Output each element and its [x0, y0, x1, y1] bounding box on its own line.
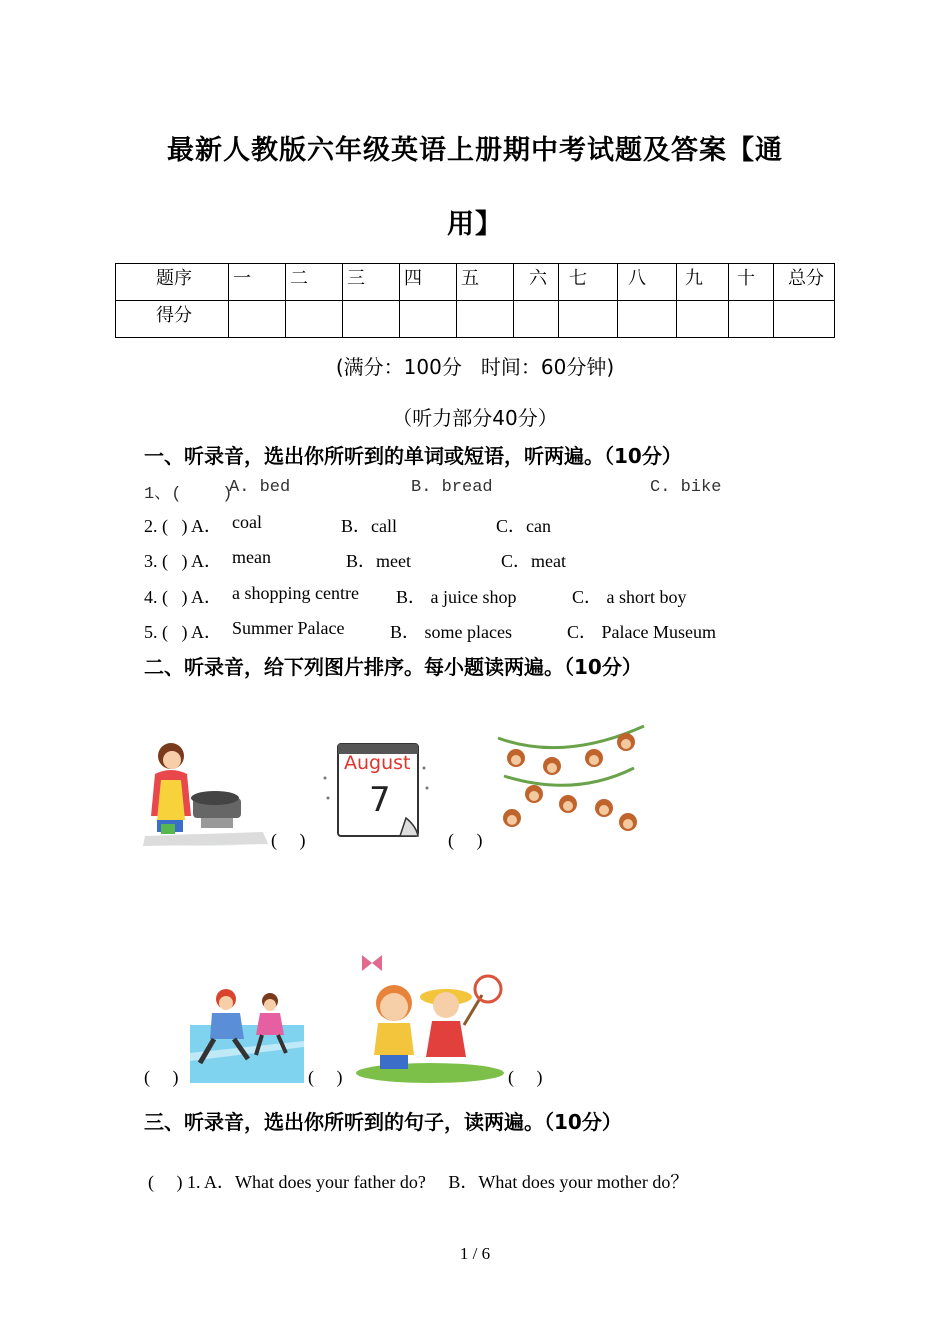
calendar-month: August [344, 752, 411, 774]
section2-heading: 二、听录音，给下列图片排序。每小题读两遍。（10分） [144, 655, 642, 679]
section3-question-1[interactable]: ( ) 1. A．What does your father do? B．What does your mother do？ [148, 1172, 689, 1192]
listening-header: （听力部分40分） [392, 406, 558, 430]
q1-number: 1、( ) [144, 485, 233, 504]
q4-option-a[interactable]: a shopping centre [232, 583, 359, 603]
table-cell: 总分 [774, 264, 835, 301]
picture4-answer-blank-left[interactable]: ( ) [144, 1067, 179, 1087]
q3-option-c[interactable]: C．meat [501, 551, 566, 571]
score-input-cell[interactable] [559, 301, 618, 338]
page-title-line2: 用】 [447, 209, 503, 240]
kids-butterfly-picture [354, 945, 506, 1083]
table-cell: 八 [618, 264, 677, 301]
q5-option-c[interactable]: C． Palace Museum [567, 622, 716, 642]
q2-option-c[interactable]: C．can [496, 516, 551, 536]
table-cell: 十 [729, 264, 774, 301]
page-number: 1 / 6 [459, 1244, 491, 1263]
table-cell: 二 [286, 264, 343, 301]
page-title-line1: 最新人教版六年级英语上册期中考试题及答案【通 [167, 135, 783, 166]
table-cell: 得分 [116, 301, 229, 338]
picture5-answer-blank[interactable]: ( ) [508, 1067, 543, 1087]
table-cell: 题序 [116, 264, 229, 301]
q4-option-c[interactable]: C． a short boy [572, 587, 687, 607]
score-table-score-row [116, 301, 835, 338]
score-input-cell[interactable] [343, 301, 400, 338]
calendar-day: 7 [369, 780, 391, 820]
cooking-woman-picture [143, 736, 268, 848]
q1-option-a[interactable]: A. bed [229, 478, 291, 497]
table-cell: 四 [400, 264, 457, 301]
score-input-cell[interactable] [677, 301, 729, 338]
score-table [115, 263, 835, 338]
score-input-cell[interactable] [400, 301, 457, 338]
table-cell: 六 [514, 264, 559, 301]
q2-number: 2. ( ) A． [144, 516, 222, 536]
q2-option-b[interactable]: B．call [341, 516, 397, 536]
table-cell: 九 [677, 264, 729, 301]
picture1-answer-blank[interactable]: ( ) [271, 830, 306, 850]
q3-option-b[interactable]: B．meet [346, 551, 411, 571]
score-input-cell[interactable] [774, 301, 835, 338]
score-input-cell[interactable] [729, 301, 774, 338]
score-table-header-row [116, 264, 835, 301]
section1-heading: 一、听录音，选出你所听到的单词或短语，听两遍。（10分） [144, 444, 682, 468]
picture2-answer-blank[interactable]: ( ) [448, 830, 483, 850]
exam-info: (满分：100分 时间：60分钟) [335, 355, 615, 379]
table-cell: 七 [559, 264, 618, 301]
score-input-cell[interactable] [457, 301, 514, 338]
monkeys-picture [494, 718, 652, 842]
q4-option-b[interactable]: B． a juice shop [396, 587, 517, 607]
section3-heading: 三、听录音，选出你所听到的句子，读两遍。（10分） [144, 1110, 622, 1134]
q3-number: 3. ( ) A． [144, 551, 222, 571]
table-cell: 三 [343, 264, 400, 301]
skating-picture [190, 983, 304, 1083]
q5-option-b[interactable]: B． some places [390, 622, 512, 642]
score-input-cell[interactable] [286, 301, 343, 338]
q5-option-a[interactable]: Summer Palace [232, 618, 345, 638]
q1-option-b[interactable]: B. bread [411, 478, 493, 497]
q2-option-a[interactable]: coal [232, 512, 262, 532]
picture4-answer-blank-right[interactable]: ( ) [308, 1067, 343, 1087]
score-input-cell[interactable] [514, 301, 559, 338]
q5-number: 5. ( ) A． [144, 622, 222, 642]
table-cell: 一 [229, 264, 286, 301]
q4-number: 4. ( ) A． [144, 587, 222, 607]
q1-option-c[interactable]: C. bike [650, 478, 722, 497]
table-cell: 五 [457, 264, 514, 301]
score-input-cell[interactable] [618, 301, 677, 338]
score-input-cell[interactable] [229, 301, 286, 338]
q3-option-a[interactable]: mean [232, 547, 271, 567]
